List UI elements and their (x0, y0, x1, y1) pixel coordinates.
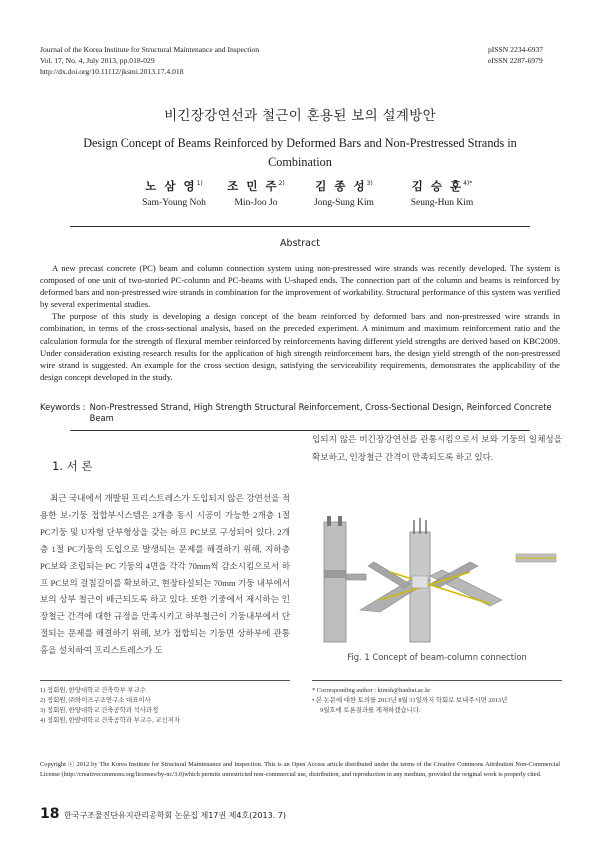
body-paragraph: 최근 국내에서 개발된 프리스트레스가 도입되지 않은 강연선을 적용한 보-기둥 접합부시스템은 2개층 동시 시공이 가능한 2개층 1절 PC기둥 및 U자형 단부형상을 갖는 하프 PC보로 구성되어 있다. 2개층 1절 PC기둥의 도입으로 발생되는 문제를 해결하기 위해, 지하층 PC보와 조립되는 PC 기둥의 4면을 각각 70mm씩 감소시킴으로서 하프 PC보의 걸침길이를 확보하고, 현장타설되는 70mm 기둥 내부에서 보의 상부 철근이 배근되도록 하고 있다. 또한 기중에서 제시하는 인장철근 간격에 대한 규정을 만족시키고 하부철근이 기둥내부에서 단절되는 문제를 해결하기 위해, 보가 접합되는 기둥면 상하부에 관통 홈을 설치하여 프리스트레스가 도 (40, 493, 290, 656)
body-paragraph: 입되지 않은 비긴장강연선을 관통시킴으로서 보와 기둥의 일체성을 확보하고, 인장철근 간격이 만족되도록 하고 있다. (312, 434, 562, 462)
author-4 (382, 178, 502, 208)
journal-name: Journal of the Korea Institute for Structural Maintenance and Inspection (40, 45, 260, 54)
body-column-right (312, 430, 562, 466)
journal-volume: Vol. 17, No. 4, July 2013, pp.018-029 (40, 56, 155, 65)
correspondence-footnotes (312, 686, 562, 716)
footer-journal: 한국구조물진단유지관리공학회 논문집 제17권 제4호(2013. 7) (64, 811, 286, 820)
page-number: 18 (40, 806, 60, 822)
affiliation-footnotes (40, 686, 290, 726)
corresponding-author: * Corresponding author : kimsh@hanbat.ac.kr (312, 687, 431, 694)
footnote-divider-left (40, 680, 290, 681)
author-affil-mark: 1) (196, 180, 203, 188)
keywords-text: Non-Prestressed Strand, High Strength Structural Reinforcement, Cross-Sectional Design, Reinforced Concrete Beam (89, 402, 552, 423)
abstract-paragraph-2: The purpose of this study is developing a design concept of the beam reinforced by deformed bars and non-prestressed wire strands in combination, in terms of the cross-sectional analysis, based on the preceded experiment. A minimum and maximum reinforcement ratio and the calculation formula for the strength of flexural member reinforced by reinforcements having different yield strengths are derived based on KBC2009. Under consideration existing research results for the application of high strength reinforcement bars, the design yield strength of the non-prestressed wire strand is suggested. An example for the cross section design, satisfying the serviceability requirements, demonstrates the applicability of the design concept developed in the study. (40, 311, 560, 382)
author-affil-mark: 4)* (463, 180, 473, 188)
author-name-en: Jong-Sung Kim (314, 198, 374, 208)
keywords (40, 402, 560, 424)
footnote-divider-right (312, 680, 562, 681)
journal-header (40, 44, 259, 77)
issn-block (488, 44, 543, 66)
title-english: Design Concept of Beams Reinforced by Deformed Bars and Non-Prestressed Strands in Combination (83, 136, 517, 169)
author-name-ko: 김 승 훈 (411, 179, 464, 193)
footnote: 3) 정회원, 한양대학교 건축공학과 석사과정 (40, 707, 159, 714)
author-name-en: Min-Joo Jo (234, 198, 278, 208)
footnote: • 본 논문에 대한 토의를 2013년 8월 31일까지 학회로 보내주시면 2013년 (312, 697, 508, 704)
figure-illustration (320, 514, 560, 648)
abstract-paragraph-1: A new precast concrete (PC) beam and column connection system using non-prestressed wire strands was recently developed. The system is composed of one unit of two-storied PC-column and PC-beams with U-shaped ends. The connection part of the column and beams is reinforced by deformed bars and non-prestressed wire strands in combination for the improvement of workability. Structural performance of this system was verified by several experimental studies. (40, 263, 560, 310)
abstract-heading: Abstract (280, 238, 320, 249)
pissn: pISSN 2234-6937 (488, 45, 544, 54)
author-name-en: Sam-Young Noh (142, 198, 206, 208)
footnote: 2) 정회원, ㈜와이즈구조연구소 대표이사 (40, 697, 151, 704)
abstract-body (40, 262, 560, 383)
divider-top (70, 226, 530, 227)
section-heading: 1. 서 론 (52, 459, 93, 473)
author-name-ko: 조 민 주 (227, 179, 279, 193)
body-column-left (40, 490, 290, 659)
keywords-label: Keywords : (40, 402, 86, 412)
footnote: 4) 정회원, 한밭대학교 건축공학과 부교수, 교신저자 (40, 717, 180, 724)
figure-beam-column-connection (320, 514, 560, 648)
copyright-notice: Copyright ⓒ 2012 by The Korea Institute for Structural Maintenance and Inspection. This is an Open Access article distributed under the terms of the Creative Commons Attribution Non-Commercial License (http://creativecommons.org/licenses/by-nc/3.0)which permits unrestricted non-commercial use, distribution, and reproduction in any medium, provided the original work is properly cited. (40, 761, 560, 778)
figure-caption: Fig. 1 Concept of beam-column connection (347, 652, 527, 662)
doi-link[interactable]: http://dx.doi.org/10.11112/jksmi.2013.17.4.018 (40, 67, 184, 76)
author-name-ko: 노 삼 영 (145, 179, 197, 193)
author-name-ko: 김 종 성 (315, 179, 367, 193)
footnote: 9월호에 토론결과를 게재하겠습니다. (320, 707, 421, 714)
title-korean: 비긴장강연선과 철근이 혼용된 보의 설계방안 (164, 108, 436, 124)
author-name-en: Seung-Hun Kim (410, 198, 474, 208)
author-affil-mark: 3) (366, 180, 373, 188)
eissn: eISSN 2287-6979 (488, 56, 543, 65)
footnote: 1) 정회원, 한양대학교 건축학부 부교수 (40, 687, 146, 694)
author-affil-mark: 2) (278, 180, 285, 188)
